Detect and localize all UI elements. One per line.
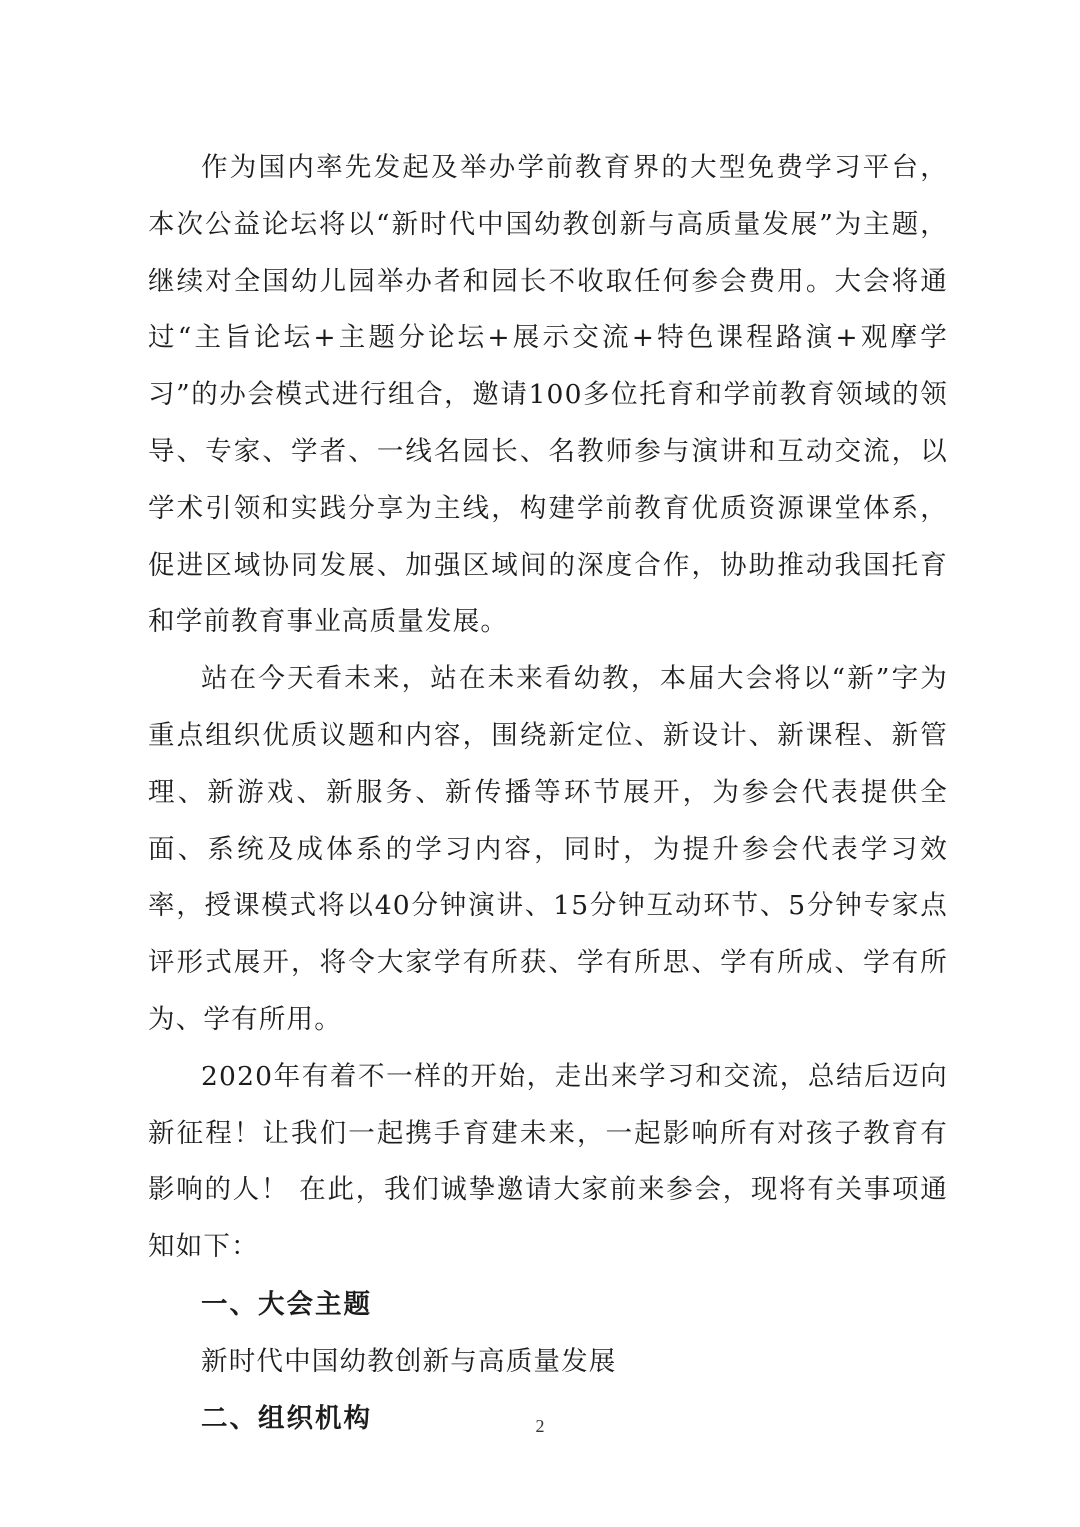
new-topics-paragraph: 站在今天看未来，站在未来看幼教，本届大会将以“新”字为重点组织优质议题和内容，围绕新定位、新设计、新课程、新管理、新游戏、新服务、新传播等环节展开，为参会代表提供全面、系统及成体系的学习内容，同时，为提升参会代表学习效率，授课模式将以40分钟演讲、15分钟互动环节、5分钟专家点评形式展开，将令大家学有所获、学有所思、学有所成、学有所为、学有所用。	[148, 663, 948, 1035]
document-body	[148, 140, 948, 1447]
page-number: 2	[535, 1416, 545, 1436]
section-heading-theme: 一、大会主题	[201, 1288, 372, 1320]
conference-theme: 新时代中国幼教创新与高质量发展	[201, 1345, 617, 1377]
invitation-paragraph: 2020年有着不一样的开始，走出来学习和交流，总结后迈向新征程！让我们一起携手育建未来，一起影响所有对孩子教育有影响的人！ 在此，我们诚挚邀请大家前来参会，现将有关事项通知如下：	[148, 1060, 948, 1263]
section-heading-organization: 二、组织机构	[201, 1402, 372, 1434]
intro-paragraph: 作为国内率先发起及举办学前教育界的大型免费学习平台，本次公益论坛将以“新时代中国幼教创新与高质量发展”为主题，继续对全国幼儿园举办者和园长不收取任何参会费用。大会将通过“主旨论坛+主题分论坛+展示交流+特色课程路演+观摩学习”的办会模式进行组合，邀请100多位托育和学前教育领域的领导、专家、学者、一线名园长、名教师参与演讲和互动交流，以学术引领和实践分享为主线，构建学前教育优质资源课堂体系，促进区域协同发展、加强区域间的深度合作，协助推动我国托育和学前教育事业高质量发展。	[148, 152, 948, 638]
